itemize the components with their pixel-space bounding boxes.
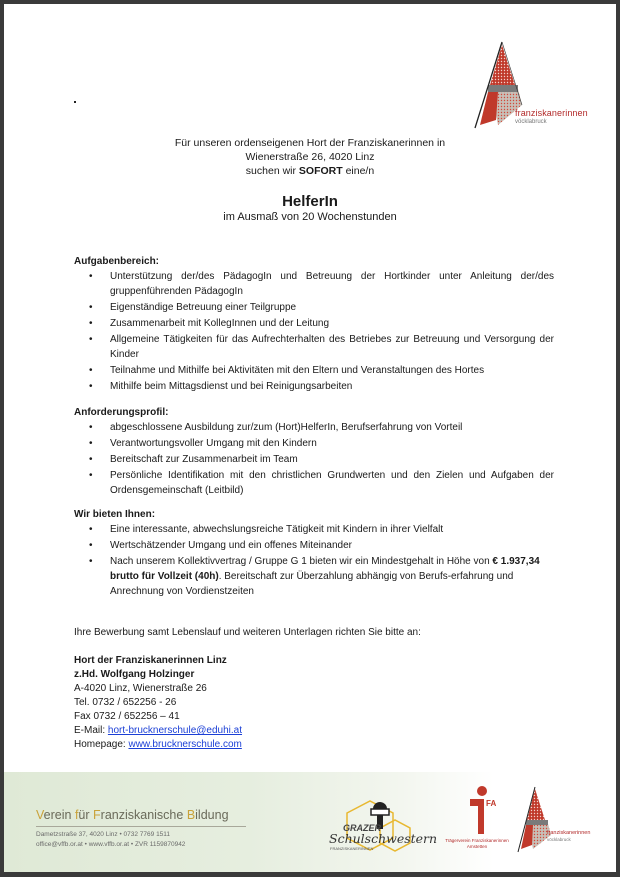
list-item xyxy=(74,538,554,553)
list-item xyxy=(74,379,554,394)
job-subtitle: im Ausmaß von 20 Wochenstunden xyxy=(223,211,397,223)
bullet-icon: • xyxy=(89,365,93,376)
intro-line-3-pre: suchen wir xyxy=(245,165,299,177)
logo-gs-main: Schulschwestern xyxy=(329,831,438,846)
bullet-icon: • xyxy=(89,334,93,345)
job-title: HelferIn xyxy=(282,193,338,210)
logo-sub-text: vöcklabruck xyxy=(515,119,547,125)
section-tasks xyxy=(74,254,554,395)
triangle-logo-small-icon xyxy=(515,785,555,855)
list-item-text: Allgemeine Tätigkeiten für das Aufrechterhalten des Betriebes zur Betreuung und Versorgung der Kinder xyxy=(110,334,554,360)
bullet-icon: • xyxy=(89,540,93,551)
section-profile xyxy=(74,405,554,499)
contact-tel: Tel. 0732 / 652256 - 26 xyxy=(74,697,177,708)
contact-attn: z.Hd. Wolfgang Holzinger xyxy=(74,669,195,680)
contact-fax: Fax 0732 / 652256 – 41 xyxy=(74,711,180,722)
logo-ifa-text: FA xyxy=(486,799,497,808)
list-item-text: Mithilfe beim Mittagsdienst und bei Reinigungsarbeiten xyxy=(110,381,353,392)
bullet-icon: • xyxy=(89,422,93,433)
bullet-icon: • xyxy=(89,438,93,449)
list-item-text: Zusammenarbeit mit KollegInnen und der Leitung xyxy=(110,318,330,329)
ifa-icon xyxy=(440,786,515,836)
footer-org-name: Verein für Franziskanische Bildung xyxy=(36,808,229,822)
franziskanerinnen-footer-logo xyxy=(513,785,613,855)
logo-fv-brand: franziskanerinnen xyxy=(547,830,591,836)
list-item xyxy=(74,420,554,435)
section-offer-heading: Wir bieten Ihnen: xyxy=(74,509,156,520)
list-item xyxy=(74,363,554,378)
contact-org: Hort der Franziskanerinnen Linz xyxy=(74,655,227,666)
franziskanerinnen-logo xyxy=(470,30,610,130)
bullet-icon: • xyxy=(89,318,93,329)
list-item-text: Bereitschaft zur Zusammenarbeit im Team xyxy=(110,454,298,465)
logo-ifa-subtext: Trägerverein Franziskanerinnen Amstetten xyxy=(445,838,509,849)
footer-divider xyxy=(36,826,246,827)
list-item xyxy=(74,452,554,467)
section-tasks-heading: Aufgabenbereich: xyxy=(74,256,160,267)
list-item-text: Persönliche Identifikation mit den christlichen Grundwerten und den Zielen und Aufgaben der Ordensgemeinschaft (Leitbild) xyxy=(110,470,554,496)
bullet-icon: • xyxy=(89,524,93,535)
list-item xyxy=(74,316,554,331)
section-profile-heading: Anforderungsprofil: xyxy=(74,407,169,418)
logo-gs-top: GRAZER xyxy=(343,823,381,833)
list-item xyxy=(74,300,554,315)
bullet-icon: • xyxy=(89,271,93,282)
homepage-label: Homepage: xyxy=(74,739,129,750)
grazer-schulschwestern-logo xyxy=(325,793,438,855)
intro-line-3 xyxy=(0,164,620,178)
list-item xyxy=(74,554,554,599)
stray-dot xyxy=(74,101,76,103)
list-item-text: Wertschätzender Umgang und ein offenes Miteinander xyxy=(110,540,352,551)
salary-text-post: . Bereitschaft zur Überzahlung abhängig von Berufs-erfahrung und Anrechnung von Vordienstzeiten xyxy=(110,571,514,597)
contact-email-row xyxy=(74,724,554,738)
list-item-text: Verantwortungsvoller Umgang mit den Kindern xyxy=(110,438,317,449)
list-item-text: Unterstützung der/des PädagogIn und Betreuung der Hortkinder unter Anleitung der/des gruppenführenden PädagogIn xyxy=(110,271,554,297)
list-item xyxy=(74,436,554,451)
salary-text-pre: Nach unserem Kollektivvertrag / Gruppe G 1 bieten wir ein Mindestgehalt in Höhe von xyxy=(110,556,493,567)
intro-line-1: Für unseren ordenseigenen Hort der Franziskanerinnen in xyxy=(174,137,446,149)
list-item-text: abgeschlossene Ausbildung zur/zum (Hort)HelferIn, Berufserfahrung von Vorteil xyxy=(110,422,463,433)
bullet-icon: • xyxy=(89,454,93,465)
bullet-icon: • xyxy=(89,381,93,392)
salary-amount: € 1.937,34 brutto für Vollzeit (40h) xyxy=(110,556,540,582)
logo-gs-sub: FRANZISKANERINNEN xyxy=(330,846,374,851)
email-label: E-Mail: xyxy=(74,725,108,736)
list-item xyxy=(74,468,554,498)
footer-address xyxy=(36,830,185,850)
list-item xyxy=(74,332,554,362)
intro-line-2: Wienerstraße 26, 4020 Linz xyxy=(245,151,375,163)
homepage-link[interactable]: www.brucknerschule.com xyxy=(128,739,242,750)
bullet-icon: • xyxy=(89,302,93,313)
list-item-text: Teilnahme und Mithilfe bei Aktivitäten mit den Eltern und Veranstaltungen des Hortes xyxy=(110,365,485,376)
contact-address: A-4020 Linz, Wienerstraße 26 xyxy=(74,683,207,694)
ifa-logo xyxy=(440,786,515,856)
bullet-icon: • xyxy=(89,470,93,481)
logo-fv-sub: vöcklabruck xyxy=(547,837,571,842)
list-item-text: Eine interessante, abwechslungsreiche Tätigkeit mit Kindern in ihrer Vielfalt xyxy=(110,524,444,535)
intro-line-3-post: eine/n xyxy=(342,165,375,177)
email-link[interactable]: hort-brucknerschule@eduhi.at xyxy=(107,725,243,736)
contact-intro: Ihre Bewerbung samt Lebenslauf und weiteren Unterlagen richten Sie bitte an: xyxy=(74,627,421,638)
bullet-icon: • xyxy=(89,556,93,567)
footer-address-line-2: office@vffb.or.at • www.vffb.or.at • ZVR 1159870942 xyxy=(36,841,186,848)
footer-address-line-1: Dametzstraße 37, 4020 Linz • 0732 7769 1511 xyxy=(36,831,171,838)
contact-homepage-row xyxy=(74,738,554,752)
contact-block xyxy=(74,626,554,752)
list-item xyxy=(74,269,554,299)
section-offer xyxy=(74,507,554,600)
list-item xyxy=(74,522,554,537)
list-item-text: Eigenständige Betreuung einer Teilgruppe xyxy=(110,302,297,313)
logo-brand-text: franziskanerinnen xyxy=(515,108,588,118)
intro-sofort: SOFORT xyxy=(298,165,343,177)
intro-text xyxy=(0,136,620,178)
